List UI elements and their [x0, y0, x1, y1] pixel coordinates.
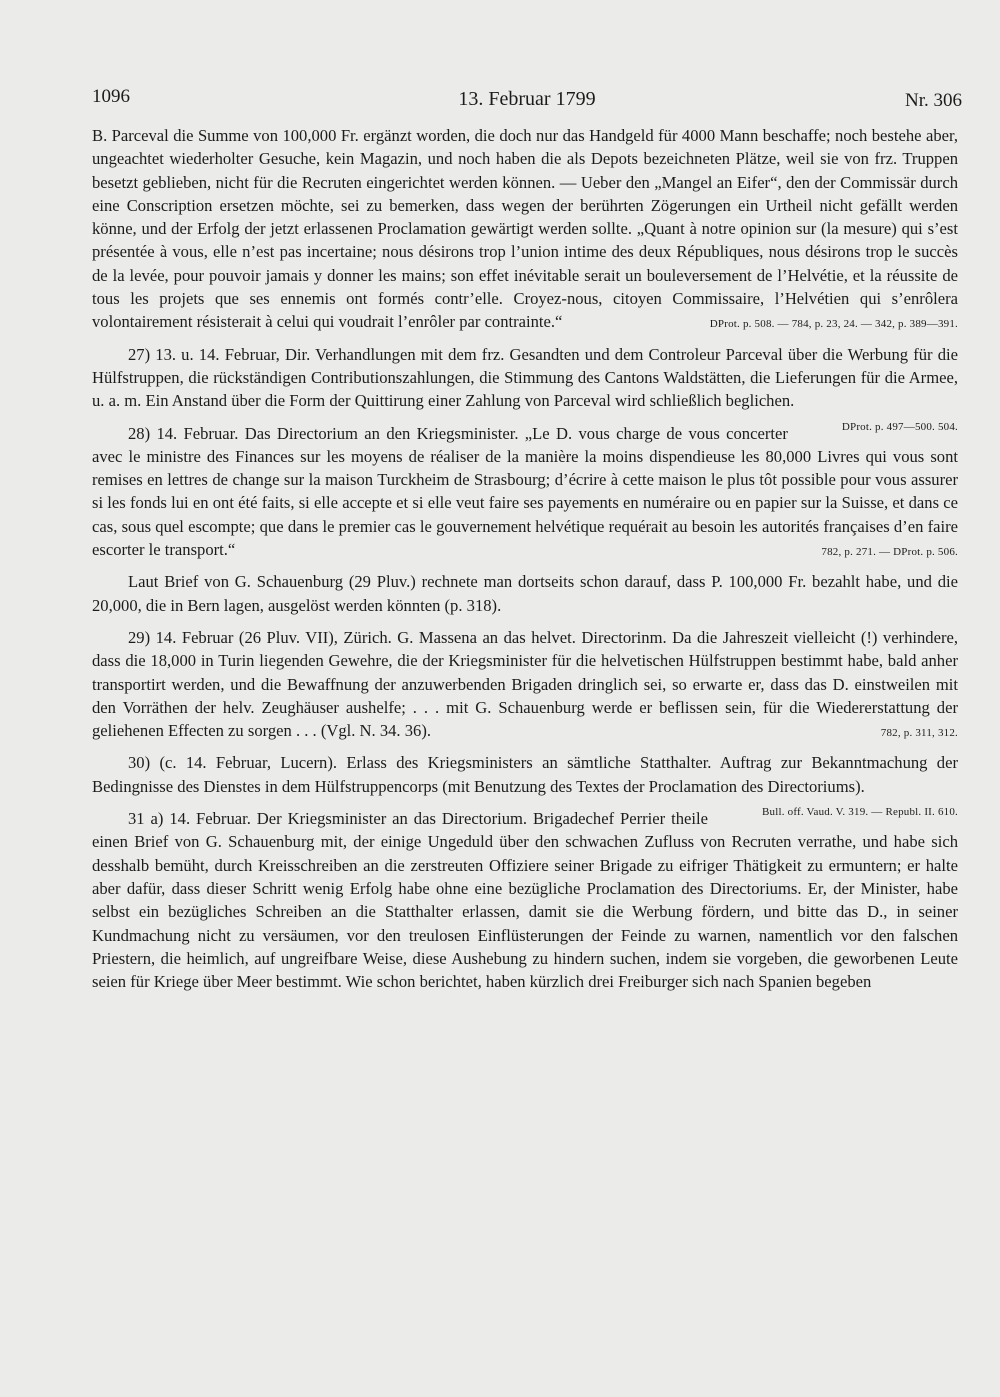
entry-30: [92, 751, 958, 819]
document-body: [92, 124, 958, 993]
source-reference: 782, p. 311, 312.: [880, 727, 958, 740]
source-reference: 782, p. 271. — DProt. p. 506.: [821, 546, 958, 559]
paragraph-text: B. Parceval die Summe von 100,000 Fr. ergänzt worden, die doch nur das Handgeld für 4000 Mann beschaffe; noch bestehe aber, ungeachtet wiederholter Gesuche, kein Magazin, und noch haben die als Depots bezeichneten Plätze, weil sie von frz. Truppen besetzt geblieben, nicht für die Recruten eingerichtet werden können. — Ueber den „Mangel an Eifer“, den der Commissär durch eine Conscription ersetzen möchte, sei zu bemerken, dass wegen der berührten Zögerungen ein Urtheil nicht gefällt werden könne, und der Erfolg der jetzt erlassenen Proclamation gewärtigt werden sollte. „Quant à notre opinion sur (la mesure) qui s’est présentée à vous, elle n’est pas incertaine; nous désirons trop l’union intime des deux Républiques, nous désirons trop le succès de la levée, pour pouvoir jamais y donner les mains; son effet inévitable serait un bouleversement de l’Helvétie, et la réussite de tous les projets que ses ennemis ont formés contr’elle. Croyez-nous, citoyen Commissaire, l’Helvétien qui s’enrôlera volontairement résisterait à celui qui voudrait l’enrôler par contrainte.“: [92, 126, 958, 332]
document-number: Nr. 306: [905, 90, 962, 111]
entry-27: [92, 343, 958, 433]
source-reference: Bull. off. Vaud. V. 319. — Republ. II. 610.: [761, 806, 958, 819]
entry-31a: [92, 807, 958, 993]
page-number: 1096: [92, 86, 130, 107]
entry-28: [92, 422, 958, 562]
source-reference: DProt. p. 497—500. 504.: [841, 420, 958, 433]
paragraph-text: 31 a) 14. Februar. Der Kriegsminister an das Directorium. Brigadechef Perrier theile einen Brief von G. Schauenburg mit, der einige Ungeduld über den schwachen Zufluss von Recruten verrathe, und habe sich desshalb bemüht, durch Kreisschreiben an die zerstreuten Offiziere seiner Brigade zu eifriger Thätigkeit zu ermuntern; er halte aber dafür, dass dieser Schritt wenig Erfolg habe ohne eine bezügliche Proclamation des Directoriums. Er, der Minister, habe selbst ein bezügliches Schreiben an die Statthalter erlassen, damit sie die Werbung fördern, und bitte das D., in seiner Kundmachung nicht zu versäumen, vor den treulosen Einflüsterungen der Feinde zu warnen, namentlich vor den falschen Priestern, die heimlich, auf ungreifbare Weise, diese Aushebung zu hindern suchen, indem sie vorgeben, die geworbenen Leute seien für Kriege über Meer bestimmt. Wie schon berichtet, haben kürzlich drei Freiburger sich nach Spanien begeben: [92, 809, 958, 992]
paragraph-text: 30) (c. 14. Februar, Lucern). Erlass des Kriegsministers an sämtliche Statthalter. Auftrag zur Bekanntmachung der Bedingnisse des Dienstes in dem Hülfstruppencorps (mit Benutzung des Textes der Proclamation des Directoriums).: [92, 753, 958, 796]
paragraph-text: Laut Brief von G. Schauenburg (29 Pluv.) rechnete man dortseits schon darauf, dass P. 100,000 Fr. bezahlt habe, und die 20,000, die in Bern lagen, ausgelöst werden könnten (p. 318).: [92, 572, 958, 615]
paragraph-text: 27) 13. u. 14. Februar, Dir. Verhandlungen mit dem frz. Gesandten und dem Controleur Parceval über die Werbung für die Hülfstruppen, die rückständigen Contributionszahlungen, die Stimmung des Cantons Waldstätten, die Lieferungen für die Armee, u. a. m. Ein Anstand über die Form der Quittirung einer Zahlung von Parceval wird schließlich beglichen.: [92, 344, 958, 411]
source-reference: DProt. p. 508. — 784, p. 23, 24. — 342, p. 389—391.: [709, 318, 958, 331]
paragraph-text: 28) 14. Februar. Das Directorium an den Kriegsminister. „Le D. vous charge de vous concerter avec le ministre des Finances sur les moyens de réaliser de la manière la moins dispendieuse les 80,000 Livres qui vous sont remises en lettres de change sur la maison Turckheim de Strasbourg; d’écrire à cette maison le plus tôt possible pour vous assurer si les fonds lui en ont été faits, si elle accepte et si elle veut faire ses payements en numéraire ou en papier sur la Suisse, et dans ce cas, sous quel escompte; que dans le premier cas le gouvernement helvétique requérait au besoin les autorités françaises d’en faire escorter le transport.“: [92, 423, 958, 560]
header-date: 13. Februar 1799: [458, 88, 596, 110]
entry-29: [92, 626, 958, 742]
paragraph-text: 29) 14. Februar (26 Pluv. VII), Zürich. G. Massena an das helvet. Directorinm. Da die Jahreszeit vielleicht (!) verhindere, dass die 18,000 in Turin liegenden Gewehre, die der Kriegsminister für die helvetischen Hülfstruppen bestimmt habe, bald anher transportirt werden, und die Bewaffnung der anzuwerbenden Brigaden dringlich sei, so erwarte er, dass das D. einstweilen mit den Vorräthen der helv. Zeughäuser aushelfe; . . . mit G. Schauenburg werde er beflissen sein, für die Wiedererstattung der geliehenen Effecten zu sorgen . . . (Vgl. N. 34. 36).: [92, 627, 958, 741]
paragraph-continuation: [92, 124, 958, 334]
page-header: [92, 86, 962, 116]
entry-28-note: [92, 570, 958, 617]
